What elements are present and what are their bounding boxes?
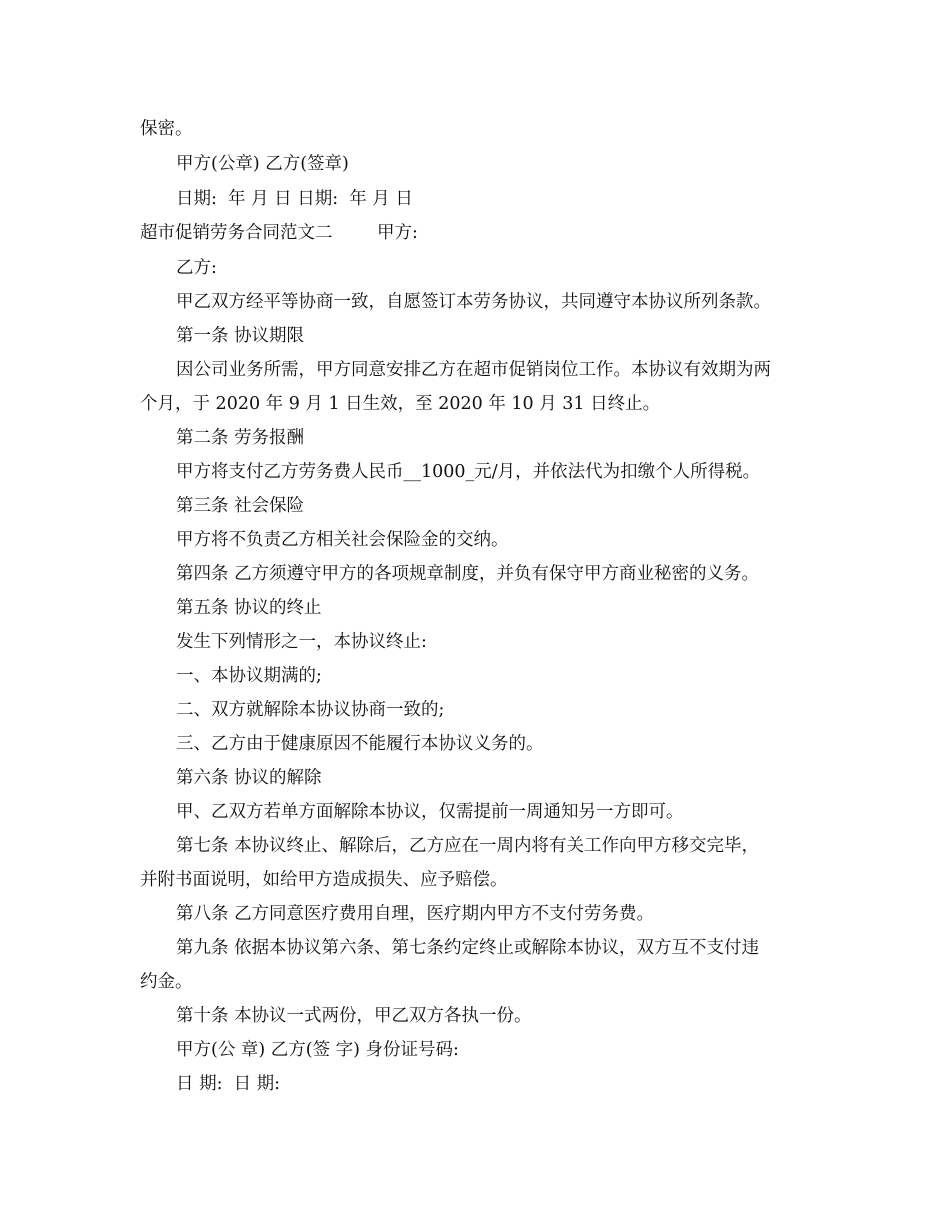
text-line: 日期: 年 月 日 日期: 年 月 日 <box>176 189 413 209</box>
text-line: 乙方: <box>176 258 217 278</box>
text-line: 个月，于 2020 年 9 月 1 日生效，至 2020 年 10 月 31 日终止。 <box>140 394 661 414</box>
text-line: 甲方(公 章) 乙方(签 字) 身份证号码: <box>176 1040 459 1060</box>
text-line: 甲方将支付乙方劳务费人民币__1000_元/月，并依法代为扣缴个人所得税。 <box>176 462 761 482</box>
text-line: 第一条 协议期限 <box>176 326 305 346</box>
text-line: 约金。 <box>140 972 193 992</box>
text-line: 因公司业务所需，甲方同意安排乙方在超市促销岗位工作。本协议有效期为两 <box>176 360 771 380</box>
text-line: 第九条 依据本协议第六条、第七条约定终止或解除本协议，双方互不支付违 <box>176 938 760 958</box>
text-line: 超市促销劳务合同范文二 甲方: <box>140 223 418 243</box>
text-line: 第五条 协议的终止 <box>176 598 322 618</box>
text-line: 第八条 乙方同意医疗费用自理，医疗期内甲方不支付劳务费。 <box>176 904 655 924</box>
text-line: 第六条 协议的解除 <box>176 768 322 788</box>
text-line: 发生下列情形之一，本协议终止: <box>176 632 427 652</box>
text-line: 第三条 社会保险 <box>176 496 305 516</box>
text-line: 甲乙双方经平等协商一致，自愿签订本劳务协议，共同遵守本协议所列条款。 <box>176 292 771 312</box>
text-line: 并附书面说明，如给甲方造成损失、应予赔偿。 <box>140 870 508 890</box>
text-line: 甲方将不负责乙方相关社会保险金的交纳。 <box>176 530 509 550</box>
text-line: 第四条 乙方须遵守甲方的各项规章制度，并负有保守甲方商业秘密的义务。 <box>176 564 760 584</box>
text-line: 一、本协议期满的; <box>176 666 322 686</box>
text-line: 第十条 本协议一式两份，甲乙双方各执一份。 <box>176 1006 532 1026</box>
text-line: 第七条 本协议终止、解除后，乙方应在一周内将有关工作向甲方移交完毕， <box>176 836 760 856</box>
text-line: 二、双方就解除本协议协商一致的; <box>176 700 445 720</box>
text-line: 甲、乙双方若单方面解除本协议，仅需提前一周通知另一方即可。 <box>176 802 684 822</box>
text-line: 日 期: 日 期: <box>176 1074 281 1094</box>
text-line: 三、乙方由于健康原因不能履行本协议义务的。 <box>176 734 544 754</box>
text-line: 甲方(公章) 乙方(签章) <box>176 154 349 174</box>
text-line: 第二条 劳务报酬 <box>176 428 305 448</box>
text-line: 保密。 <box>140 119 193 139</box>
